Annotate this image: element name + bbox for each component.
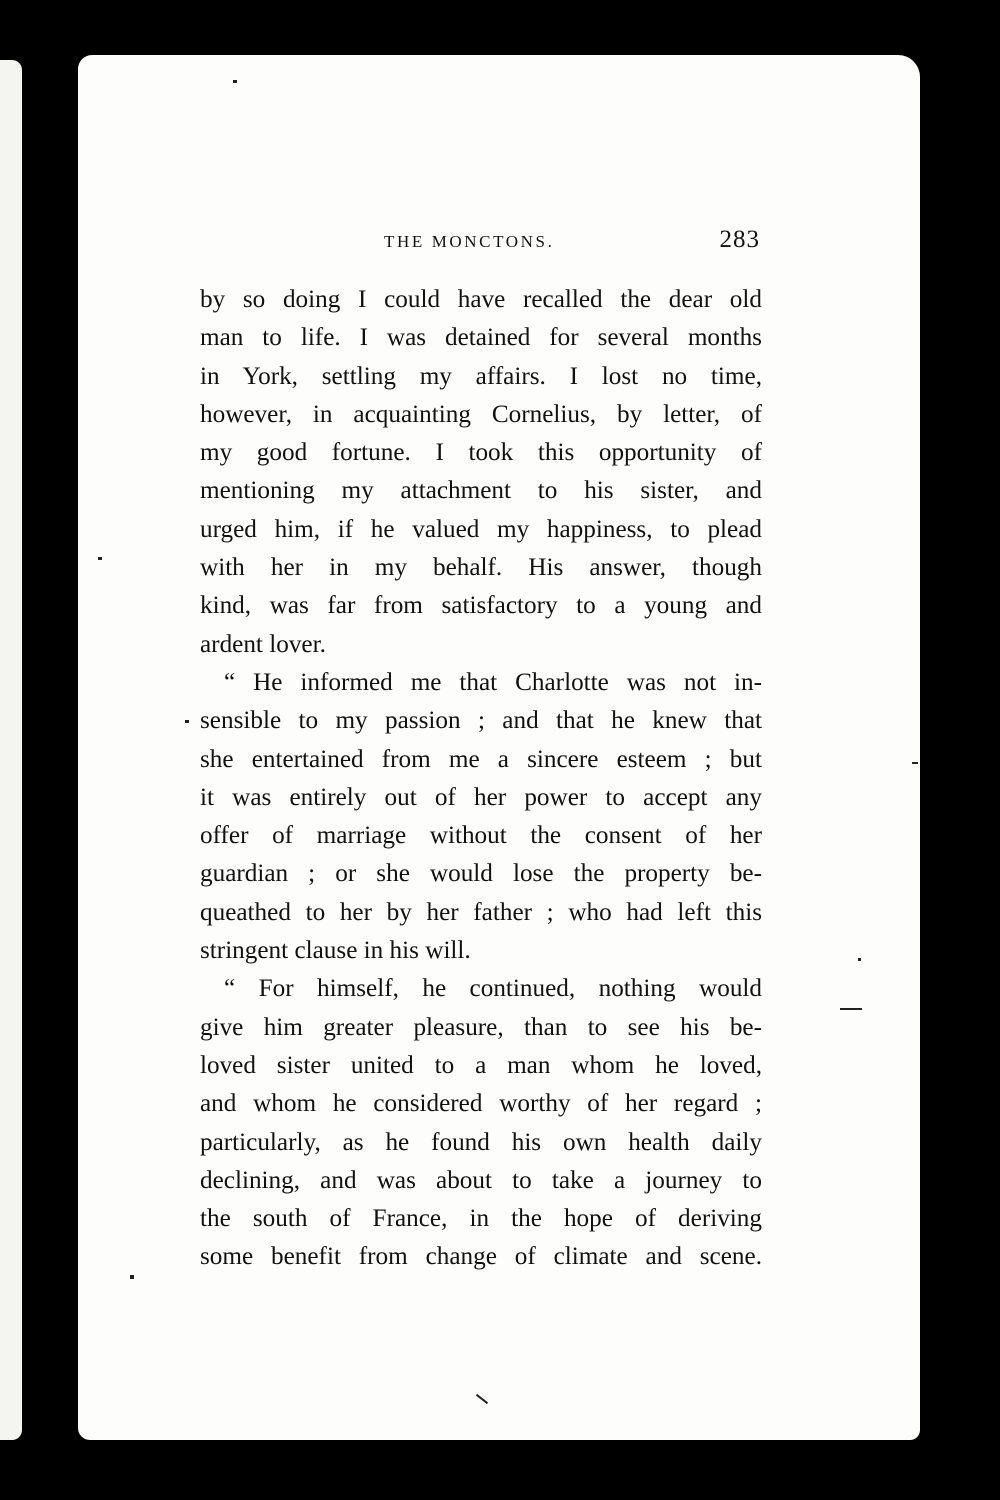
text-line: urged him, if he valued my happiness, to plead [200, 515, 762, 543]
text-line: ardent lover. [200, 630, 326, 658]
text-line: however, in acquainting Cornelius, by letter, of [200, 400, 762, 428]
scan-speck [912, 762, 918, 764]
scan-speck [233, 80, 237, 83]
paragraph [200, 970, 762, 1276]
scan-speck [840, 1008, 862, 1010]
text-line: some benefit from change of climate and scene. [200, 1243, 762, 1271]
book-spine-edge [0, 60, 22, 1440]
paragraph [200, 664, 762, 970]
scan-speck [185, 720, 189, 723]
text-line: sensible to my passion ; and that he knew that [200, 707, 762, 735]
text-line: my good fortune. I took this opportunity of [200, 439, 762, 467]
text-line: in York, settling my affairs. I lost no time, [200, 362, 762, 390]
gutter-shadow [22, 60, 78, 1440]
text-line: “ For himself, he continued, nothing would [224, 975, 762, 1003]
scan-speck [98, 557, 102, 560]
text-line: stringent clause in his will. [200, 937, 471, 965]
text-line: she entertained from me a sincere esteem ; but [200, 745, 762, 773]
text-line: mentioning my attachment to his sister, and [200, 477, 762, 505]
running-title: THE MONCTONS. [384, 232, 555, 251]
text-line: it was entirely out of her power to accept any [200, 783, 762, 811]
text-line: and whom he considered worthy of her regard ; [200, 1090, 762, 1118]
text-line: man to life. I was detained for several months [200, 324, 762, 352]
paragraph [200, 281, 762, 664]
text-line: give him greater pleasure, than to see his be- [200, 1013, 762, 1041]
scan-speck [130, 1275, 134, 1279]
text-line: loved sister united to a man whom he loved, [200, 1051, 762, 1079]
text-line: particularly, as he found his own health daily [200, 1128, 762, 1156]
text-line: guardian ; or she would lose the property be- [200, 860, 762, 888]
text-line: “ He informed me that Charlotte was not in- [224, 668, 762, 696]
text-line: offer of marriage without the consent of her [200, 822, 762, 850]
scan-speck [858, 958, 861, 961]
text-line: with her in my behalf. His answer, though [200, 554, 762, 582]
page-header [200, 226, 760, 260]
page-number: 283 [719, 226, 760, 253]
text-line: kind, was far from satisfactory to a young and [200, 592, 762, 620]
text-line: the south of France, in the hope of deriving [200, 1205, 762, 1233]
body-text [200, 281, 762, 1277]
text-line: by so doing I could have recalled the dear old [200, 286, 762, 313]
text-line: declining, and was about to take a journey to [200, 1166, 762, 1194]
text-line: queathed to her by her father ; who had left this [200, 898, 762, 926]
